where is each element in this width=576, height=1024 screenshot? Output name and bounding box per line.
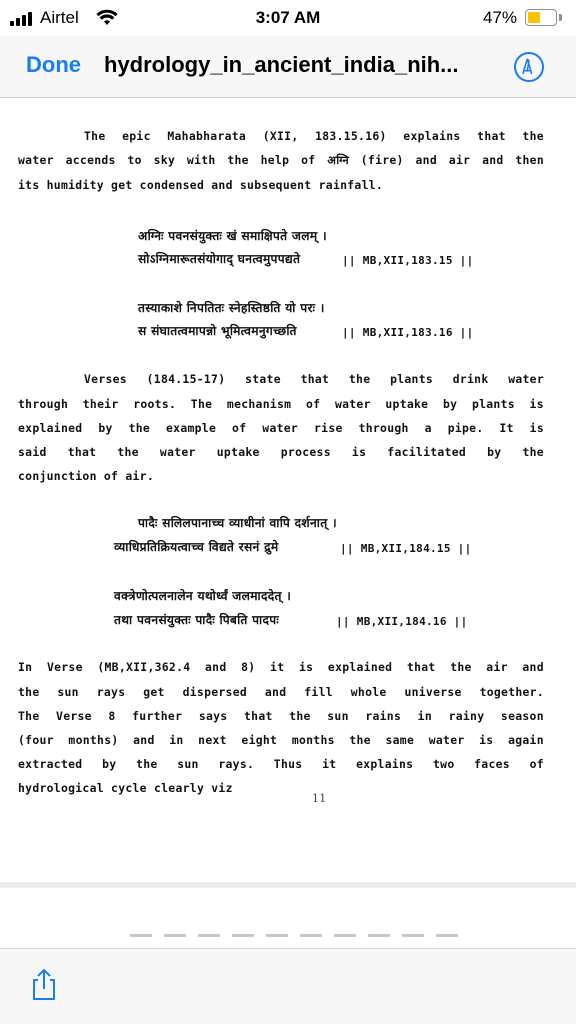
pdf-page [0, 98, 576, 882]
word: that [406, 660, 436, 674]
word: that [67, 445, 97, 459]
word: again [508, 733, 544, 747]
paragraph-3-line-2 [18, 685, 544, 699]
word: their [82, 397, 119, 411]
word: It [499, 421, 514, 435]
word: water [262, 421, 299, 435]
battery-level [528, 12, 540, 23]
word: two [433, 757, 455, 771]
word: state [245, 372, 281, 386]
word: sun [327, 709, 349, 723]
paragraph-3-line-1 [18, 660, 544, 674]
word: and [522, 660, 544, 674]
paragraph-3-line-6: hydrological cycle clearly viz [18, 781, 233, 795]
word: is [529, 397, 544, 411]
word: by [98, 421, 113, 435]
word: months [291, 733, 335, 747]
battery-tip [559, 14, 562, 21]
word: through [18, 397, 69, 411]
word: water [508, 372, 544, 386]
word: pipe. [447, 421, 484, 435]
word: (fire) [360, 153, 404, 167]
word: of [305, 397, 321, 411]
word: (184.15-17) [146, 372, 226, 386]
word: (four [18, 733, 54, 747]
word: eight [241, 733, 278, 747]
word: the [522, 129, 544, 143]
page-number: 11 [312, 792, 327, 805]
word: by [102, 757, 117, 771]
word: and [133, 733, 155, 747]
paragraph-3-line-3 [18, 709, 544, 723]
word: sky [153, 153, 176, 167]
verse-1-reference: || MB,XII,183.15 || [342, 254, 474, 267]
word: air [486, 660, 508, 674]
word: whole [350, 685, 387, 699]
word: rains [365, 709, 402, 723]
word: the [522, 445, 544, 459]
word: sun [177, 757, 199, 771]
word: and [415, 153, 437, 167]
word: and [264, 685, 287, 699]
word: अग्नि [327, 153, 349, 167]
word: example [166, 421, 217, 435]
word: that [477, 129, 506, 143]
markup-pen-icon[interactable] [514, 52, 544, 82]
word: it [270, 660, 285, 674]
word: water [334, 397, 371, 411]
paragraph-2-line-3 [18, 421, 544, 435]
word: it [322, 757, 337, 771]
next-page-preview [0, 888, 576, 948]
clock: 3:07 AM [255, 8, 321, 27]
word: Verses [84, 372, 127, 386]
verse-3-reference: || MB,XII,184.15 || [340, 542, 472, 555]
word: roots. [133, 397, 177, 411]
verse-3-line-1: पादैः सलिलपानाच्च व्याधीनां वापि दर्शनात् । [138, 516, 337, 530]
word: is [298, 660, 314, 674]
word: the [348, 372, 371, 386]
word: and [205, 660, 227, 674]
paragraph-1-line-3: its humidity get condensed and subsequent rainfall. [18, 178, 384, 192]
carrier-name: Airtel [40, 8, 79, 27]
word: and [482, 153, 504, 167]
document-title: hydrology_in_ancient_india_nih... [104, 52, 459, 77]
word: faces [474, 757, 510, 771]
verse-4-reference: || MB,XII,184.16 || [336, 615, 468, 628]
word: The [190, 397, 213, 411]
word: the [349, 733, 371, 747]
word: the [128, 421, 151, 435]
word: 183.15.16) [315, 129, 387, 143]
word: the [289, 709, 311, 723]
word: Verse [56, 709, 92, 723]
word: together. [479, 685, 544, 699]
word: sun [57, 685, 79, 699]
paragraph-2-line-1 [84, 372, 544, 386]
word: In [18, 660, 33, 674]
word: rays. [218, 757, 255, 771]
word: The [84, 129, 106, 143]
next-page-text-fragment [130, 934, 470, 937]
word: same [385, 733, 415, 747]
word: Verse [46, 660, 83, 674]
word: rainy [448, 709, 485, 723]
word: drink [452, 372, 489, 386]
word: in [169, 733, 184, 747]
verse-2-line-1: तस्याकाशे निपतितः स्नेहस्तिष्ठति यो परः । [138, 301, 325, 315]
word: rise [314, 421, 343, 435]
paragraph-1-line-1 [84, 129, 544, 143]
word: is [479, 733, 494, 747]
word: water [159, 445, 196, 459]
word: uptake [385, 397, 429, 411]
paragraph-3-line-4 [18, 733, 544, 747]
word: Mahabharata [167, 129, 247, 143]
status-bar [0, 0, 576, 36]
word: plants [390, 372, 434, 386]
verse-3-line-2: व्याधिप्रतिक्रियत्वाच्च विद्यते रसनं द्रुमे [114, 540, 279, 554]
share-icon[interactable] [28, 967, 60, 1001]
word: (MB,XII,362.4 [97, 660, 191, 674]
word: 8 [108, 709, 116, 723]
word: air [448, 153, 471, 167]
word: facilitated [387, 445, 467, 459]
word: next [198, 733, 227, 747]
word: water [428, 733, 465, 747]
word: of [301, 153, 316, 167]
battery-icon [525, 9, 557, 26]
word: through [358, 421, 409, 435]
verse-2-line-2: स संघातत्वमापन्नो भूमित्वमनुगच्छति [138, 324, 297, 338]
verse-1-line-2: सोऽग्निमारूतसंयोगाद् घनत्वमुपपद्यते [138, 252, 301, 266]
word: accends [65, 153, 116, 167]
done-button[interactable]: Done [26, 52, 81, 77]
word: epic [122, 129, 151, 143]
word: says [198, 709, 228, 723]
verse-4-line-1: वक्त्रेणोत्पलनालेन यथोर्ध्वं जलमाददेत् । [114, 589, 292, 603]
navigation-bar [0, 36, 576, 98]
word: that [244, 709, 273, 723]
word: (XII, [262, 129, 299, 143]
word: of [232, 421, 247, 435]
word: to [127, 153, 142, 167]
word: dispersed [182, 685, 248, 699]
word: explains [356, 757, 414, 771]
word: that [300, 372, 330, 386]
word: months) [68, 733, 119, 747]
word: water [18, 153, 54, 167]
verse-1-line-1: अग्निः पवनसंयुक्तः खं समाक्षिपते जलम् । [138, 229, 327, 243]
word: process [280, 445, 331, 459]
word: with [186, 153, 216, 167]
word: universe [404, 685, 462, 699]
bottom-toolbar [0, 948, 576, 1024]
word: the [18, 685, 40, 699]
document-viewer[interactable] [0, 98, 576, 948]
word: season [500, 709, 544, 723]
verse-2-reference: || MB,XII,183.16 || [342, 326, 474, 339]
word: said [18, 445, 47, 459]
word: fill [304, 685, 333, 699]
word: extracted [18, 757, 83, 771]
word: explains [403, 129, 461, 143]
paragraph-2-line-2 [18, 397, 544, 411]
word: 8) [241, 660, 256, 674]
word: further [132, 709, 183, 723]
word: explained [327, 660, 393, 674]
battery-percentage: 47% [482, 8, 517, 27]
word: of [529, 757, 544, 771]
paragraph-1-line-2 [18, 153, 544, 168]
word: is [529, 421, 544, 435]
word: is [351, 445, 367, 459]
word: Thus [273, 757, 303, 771]
word: the [117, 445, 139, 459]
word: get [143, 685, 165, 699]
word: by [442, 397, 458, 411]
word: the [227, 153, 249, 167]
paragraph-2-line-5: conjunction of air. [18, 469, 154, 483]
word: then [515, 153, 544, 167]
paragraph-3-line-5 [18, 757, 544, 771]
word: a [424, 421, 432, 435]
verse-4-line-2: तथा पवनसंयुक्तः पादैः पिबति पादपः [114, 613, 279, 627]
paragraph-2-line-4 [18, 445, 544, 459]
word: explained [18, 421, 83, 435]
word: by [487, 445, 502, 459]
word: the [136, 757, 158, 771]
word: mechanism [226, 397, 292, 411]
word: the [450, 660, 472, 674]
word: uptake [216, 445, 260, 459]
word: help [260, 153, 290, 167]
word: The [18, 709, 40, 723]
word: rays [96, 685, 126, 699]
word: in [417, 709, 432, 723]
word: plants [471, 397, 515, 411]
